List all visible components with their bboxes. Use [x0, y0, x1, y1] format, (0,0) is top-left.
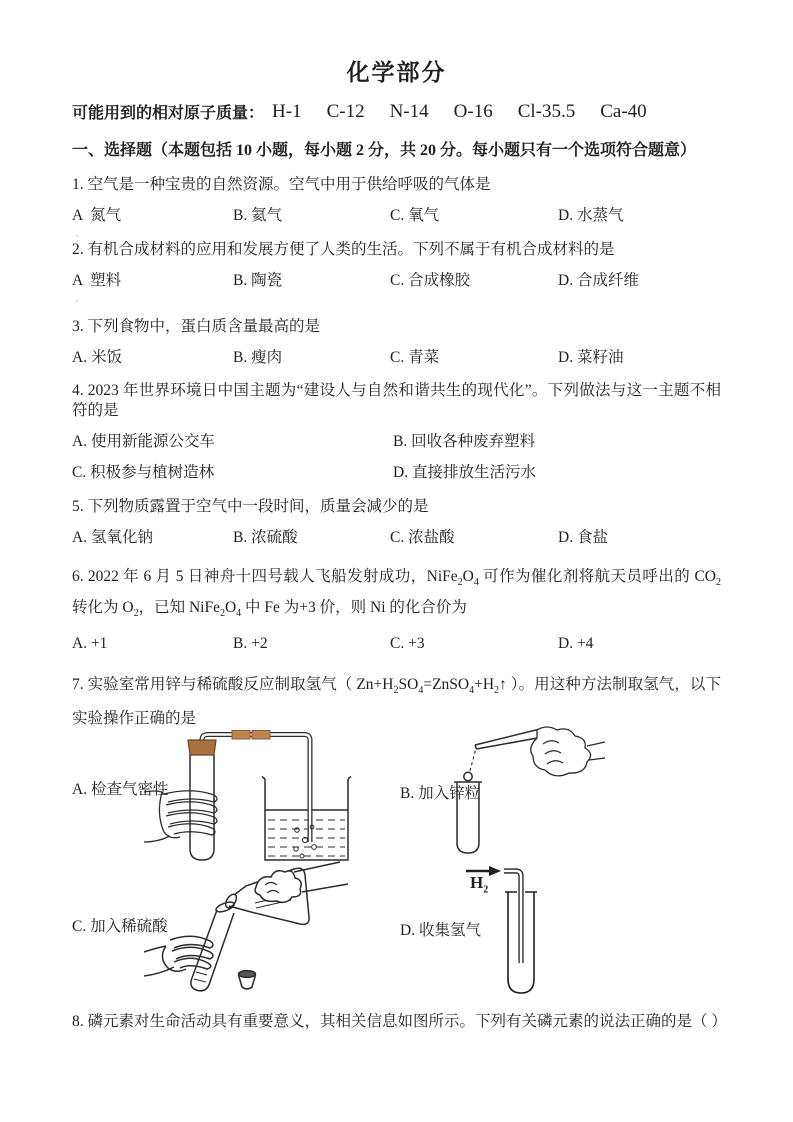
option-d: D. +4 — [558, 635, 594, 652]
stopper — [239, 971, 256, 989]
add-dilute-sulfuric-acid-figure — [144, 860, 394, 1010]
question-1-stem: 1. 空气是一种宝贵的自然资源。空气中用于供给呼吸的气体是 — [72, 176, 491, 193]
page-title: 化学部分 — [346, 60, 447, 85]
option-a: A. 氢氧化钠 — [72, 529, 153, 546]
option-b: B. +2 — [233, 635, 268, 652]
zinc-granule — [464, 772, 472, 780]
stray-mark: ˏ — [75, 291, 79, 302]
add-zinc-granule-figure — [447, 726, 607, 860]
question-5-stem: 5. 下列物质露置于空气中一段时间，质量会减少的是 — [72, 498, 429, 515]
tube-connector — [252, 731, 270, 740]
stopper — [188, 740, 216, 755]
option-d: D. 菜籽油 — [558, 349, 624, 366]
hand — [144, 791, 217, 842]
option-c: C. 青菜 — [390, 349, 440, 366]
option-b: B. 回收各种废弃塑料 — [393, 433, 536, 450]
figure-a-label: A. 检查气密性 — [72, 781, 169, 798]
rubber-tubing — [202, 731, 310, 843]
hydrogen-gas-label: $H_2$ — [470, 873, 489, 896]
option-a: A. 使用新能源公交车 — [72, 433, 215, 450]
question-3-stem: 3. 下列食物中，蛋白质含量最高的是 — [72, 318, 321, 335]
question-4-options — [72, 432, 721, 483]
figure-b-label: B. 加入锌粒 — [400, 785, 481, 802]
question-2-options — [72, 271, 721, 302]
test-tube — [454, 782, 482, 853]
hand-on-bottle — [255, 862, 348, 902]
atomic-mass-note — [72, 100, 721, 126]
gas-flow-arrow-icon — [466, 866, 501, 876]
option-d: D. 直接排放生活污水 — [393, 464, 536, 481]
hand — [531, 727, 605, 776]
question-7-figures — [72, 728, 721, 1010]
option-c: C. 合成橡胶 — [390, 272, 471, 289]
option-b: B. 氦气 — [233, 207, 283, 224]
option-d: D. 食盐 — [558, 529, 608, 546]
mass-item: Ca-40 — [600, 101, 647, 122]
hydrogen-collection-figure — [460, 860, 610, 1010]
question-5-options — [72, 528, 721, 548]
stray-mark: ˏ — [75, 226, 79, 237]
mass-item: C-12 — [326, 101, 365, 122]
beaker — [262, 777, 351, 861]
question-6-options — [72, 634, 721, 654]
option-a: A. 米饭 — [72, 349, 122, 366]
question-2-stem: 2. 有机合成材料的应用和发展方便了人类的生活。下列不属于有机合成材料的是 — [72, 241, 615, 258]
atomic-mass-values — [272, 101, 647, 123]
mass-item: N-14 — [389, 101, 429, 122]
hand — [144, 936, 213, 976]
option-d: D. 合成纤维 — [558, 272, 639, 289]
option-d: D. 水蒸气 — [558, 207, 624, 224]
gas-tightness-check-figure — [144, 730, 360, 872]
question-1-options — [72, 206, 721, 237]
option-c: C. 积极参与植树造林 — [72, 464, 215, 481]
option-c: C. 氧气 — [390, 207, 440, 224]
drop-path — [470, 748, 476, 771]
option-b: B. 陶瓷 — [233, 272, 283, 289]
mass-item: H-1 — [272, 101, 302, 122]
section-1-header: 一、选择题（本题包括 10 小题，每小题 2 分，共 20 分。每小题只有一个选项符合题意） — [72, 142, 697, 159]
question-4-stem: 4. 2023 年世界环境日中国主题为“建设人与自然和谐共生的现代化”。下列做法与这一主题不相符的是 — [72, 382, 721, 419]
option-a: A. +1 — [72, 635, 108, 652]
delivery-tube — [504, 871, 521, 963]
figure-d-label: D. 收集氢气 — [400, 922, 481, 939]
tube-connector — [232, 731, 250, 740]
option-a: A 氮气 — [72, 207, 122, 224]
question-3-options — [72, 348, 721, 368]
question-8-stem: 8. 磷元素对生命活动具有重要意义，其相关信息如图所示。下列有关磷元素的说法正确的是（ ） — [72, 1013, 727, 1030]
option-b: B. 瘦肉 — [233, 349, 283, 366]
option-b: B. 浓硫酸 — [233, 529, 298, 546]
option-c: C. 浓盐酸 — [390, 529, 455, 546]
gas-bubbles — [294, 825, 317, 858]
figure-c-label: C. 加入稀硫酸 — [72, 918, 168, 935]
option-a: A 塑料 — [72, 272, 122, 289]
question-6-stem: 6. 2022 年 6 月 5 日神舟十四号载人飞船发射成功，$NiFe_2O_4$ 可作为催化剂将航天员呼出的 $CO_2$ 转化为 $O_2$，已知 $NiFe_2O_4$ 中 Fe 为+3 价，则 Ni 的化合价为 — [72, 568, 721, 620]
option-c: C. +3 — [390, 635, 425, 652]
mass-item: O-16 — [453, 101, 493, 122]
question-7-stem: 7. 实验室常用锌与稀硫酸反应制取氢气（ $Zn+H_2SO_4=ZnSO_4+H_2↑$ ）。用这种方法制取氢气，以下实验操作正确的是 — [72, 676, 721, 727]
mass-item: Cl-35.5 — [517, 101, 576, 122]
atomic-mass-label: 可能用到的相对原子质量： — [72, 105, 265, 122]
